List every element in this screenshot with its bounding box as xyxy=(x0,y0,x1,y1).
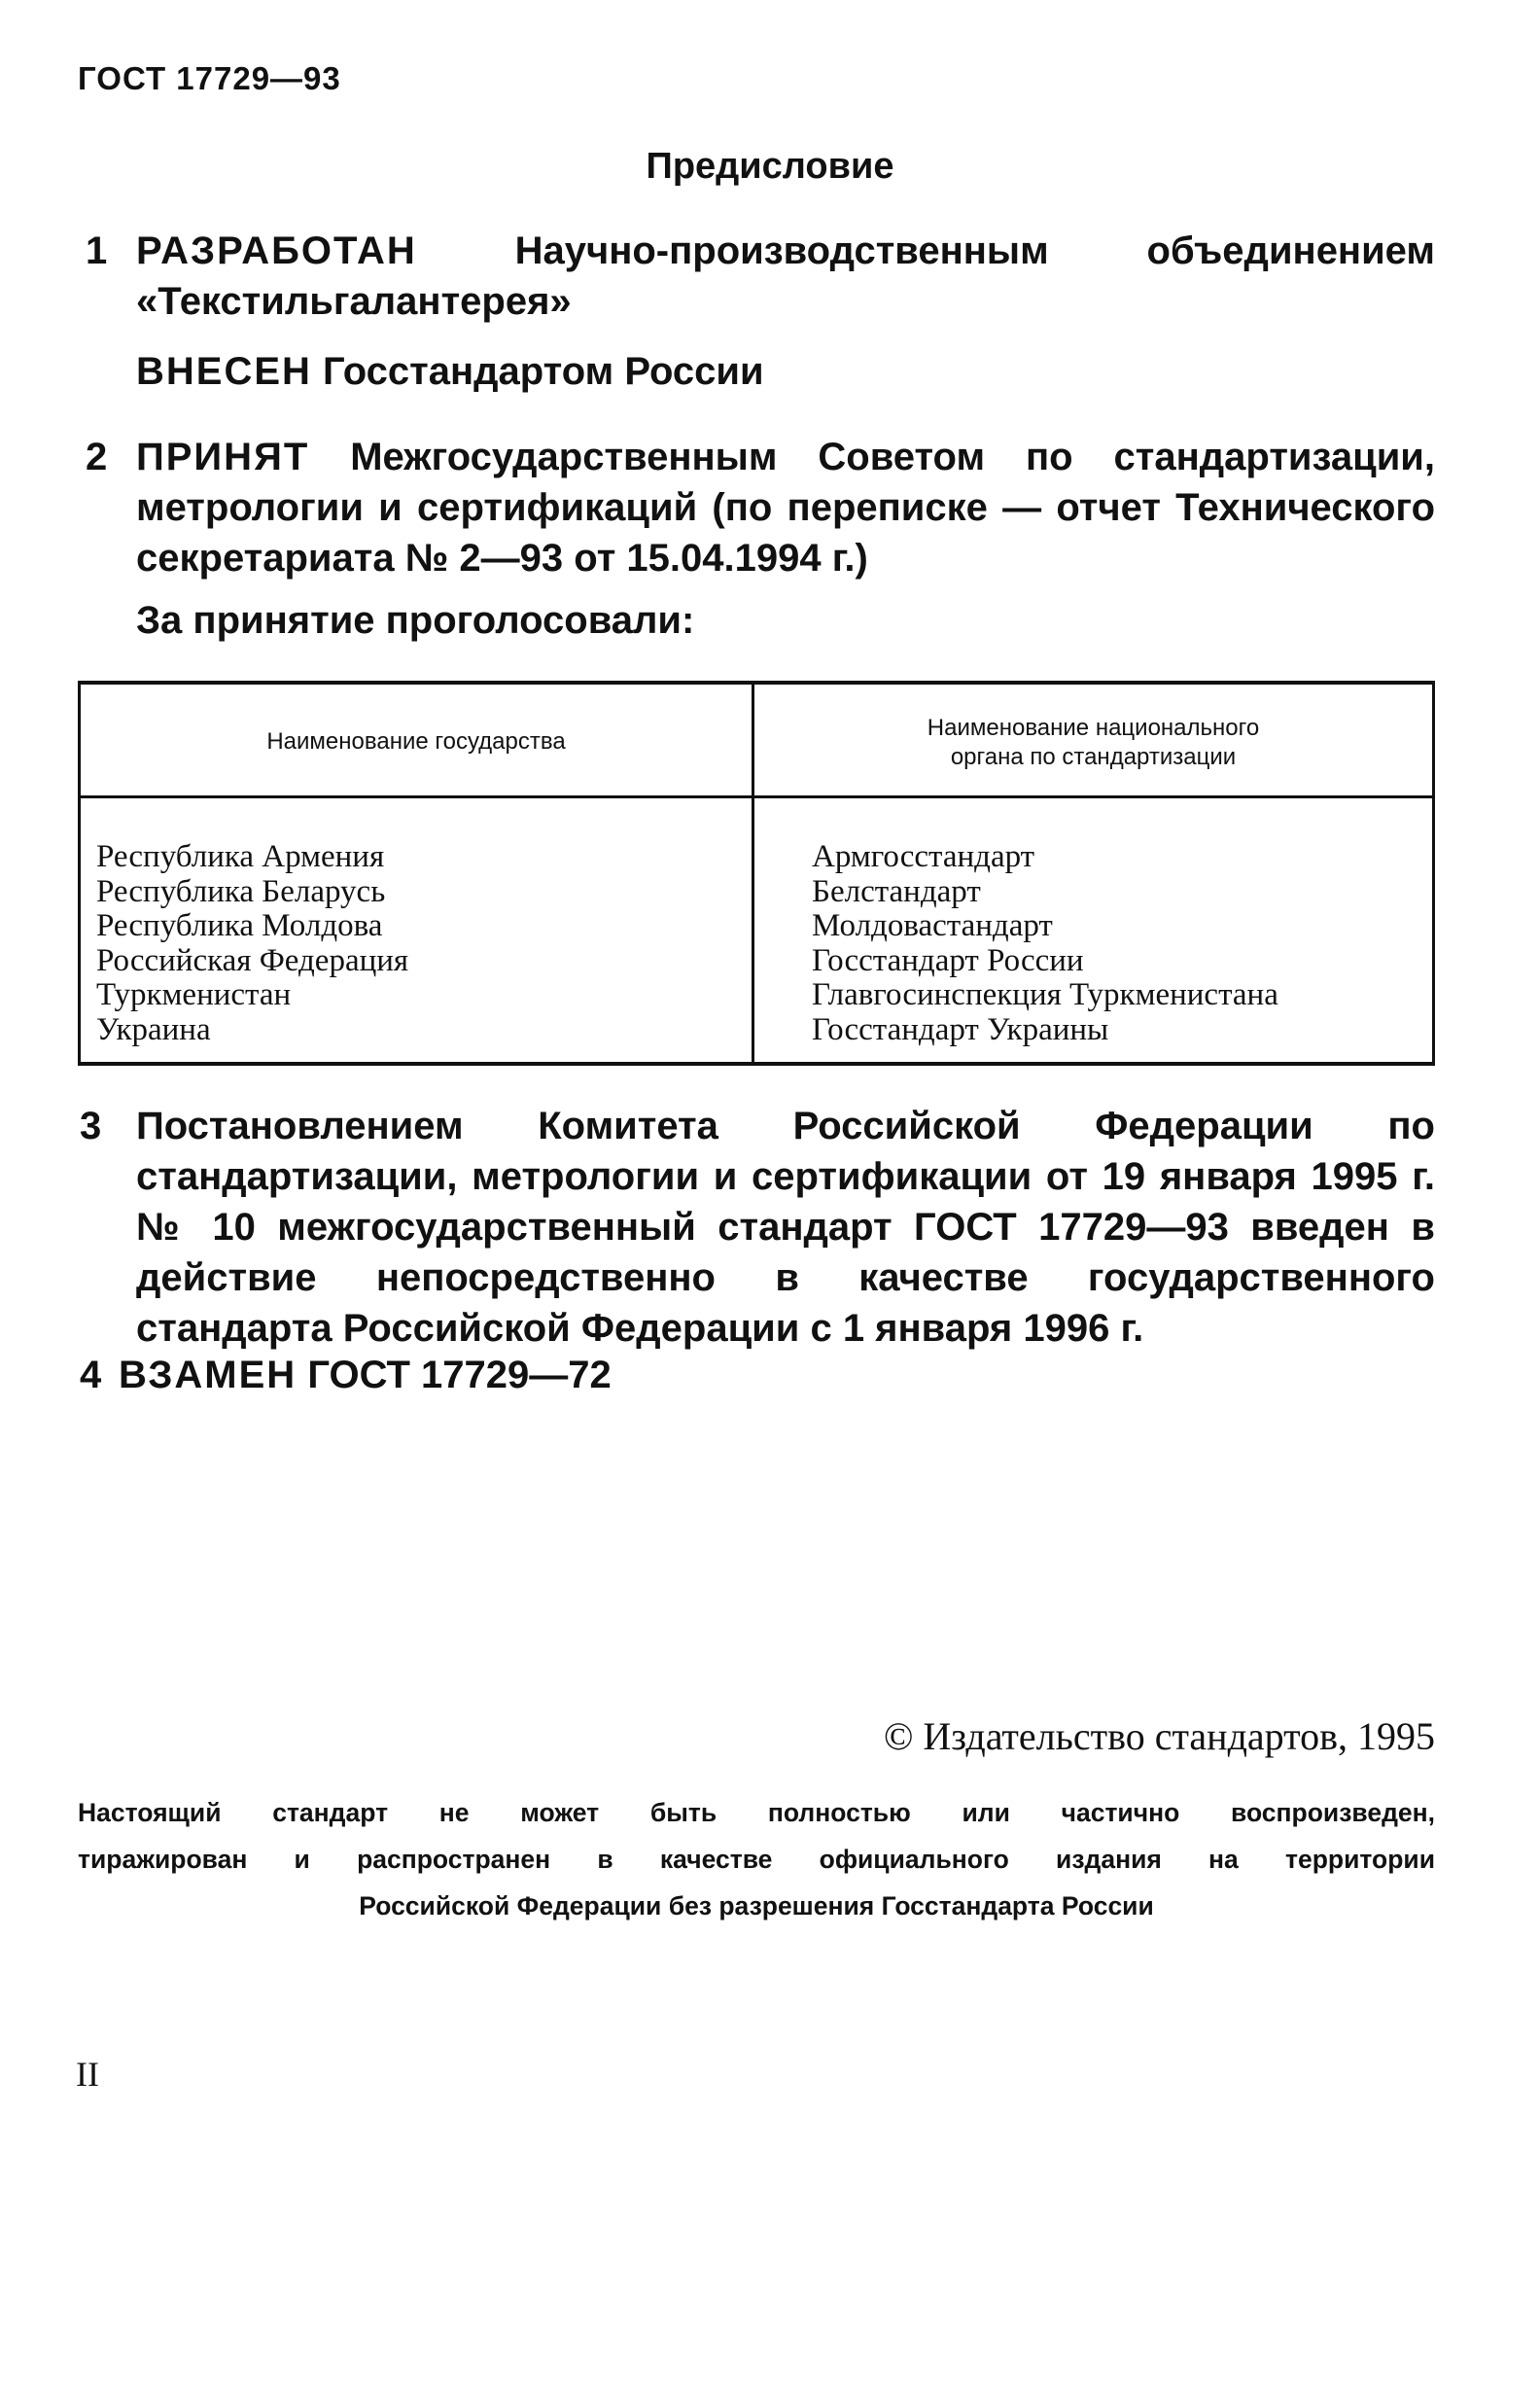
item-4-number: 4 xyxy=(80,1354,102,1396)
item-2-text: Межгосударственным Советом по стандартизации, метрологии и сертификаций (по переписке — отчет Технического секретариата № 2—93 от 15.04.1994 г.) xyxy=(136,436,1435,580)
item-1-submitted xyxy=(136,346,1435,397)
table-cell-state: Украина xyxy=(96,1011,211,1047)
body-list xyxy=(812,840,1278,1047)
page-number: II xyxy=(76,2055,99,2094)
table-cell-body: Госстандарт Украины xyxy=(812,1011,1109,1047)
table-cell-body: Армгосстандарт xyxy=(812,839,1035,874)
foreword-title: Предисловие xyxy=(646,146,894,187)
table-cell-state: Республика Армения xyxy=(96,839,385,874)
table-cell-body: Госстандарт России xyxy=(812,942,1084,978)
item-1-submitted-text: Госстандартом России xyxy=(323,350,764,393)
table-cell-state: Туркменистан xyxy=(96,977,292,1012)
item-3-number: 3 xyxy=(80,1105,102,1147)
voted-label: За принятие проголосовали: xyxy=(136,599,695,642)
item-4-lead: ВЗАМЕН xyxy=(119,1354,298,1396)
item-4-text: ГОСТ 17729—72 xyxy=(307,1354,612,1396)
item-1-developed xyxy=(136,226,1435,327)
item-1-number: 1 xyxy=(86,229,108,272)
table-cell-state: Республика Молдова xyxy=(96,908,383,943)
table-cell-state: Республика Беларусь xyxy=(96,873,386,909)
item-2-lead: ПРИНЯТ xyxy=(136,436,310,478)
table-cell-body: Главгосинспекция Туркменистана xyxy=(812,977,1278,1012)
item-2-number: 2 xyxy=(86,436,108,478)
column-header-state: Наименование государства xyxy=(266,728,566,755)
notice-line: Настоящий стандарт не может быть полностью или частично воспроизведен, xyxy=(78,1798,1435,1827)
column-header-body: Наименование национального органа по стандартизации xyxy=(927,715,1260,770)
reproduction-notice xyxy=(78,1789,1435,1929)
item-1-submitted-lead: ВНЕСЕН xyxy=(136,350,312,393)
item-1-lead: РАЗРАБОТАН xyxy=(136,229,417,272)
item-4-replaces xyxy=(119,1350,1285,1400)
table-cell-body: Белстандарт xyxy=(812,873,981,909)
notice-line: тиражирован и распространен в качестве официального издания на территории xyxy=(78,1845,1435,1874)
table-cell-body: Молдовастандарт xyxy=(812,908,1053,943)
state-list xyxy=(96,840,408,1047)
item-1-text: Научно-производственным объединением «Текстильгалантерея» xyxy=(136,229,1435,323)
copyright: © Издательство стандартов, 1995 xyxy=(883,1714,1435,1758)
voting-table xyxy=(78,681,1435,1066)
header-divider xyxy=(81,795,1432,798)
table-cell-state: Российская Федерация xyxy=(96,942,409,978)
document-code: ГОСТ 17729—93 xyxy=(78,60,341,96)
item-3-text: Постановлением Комитета Российской Федерации по стандартизации, метрологии и сертификации от 19 января 1995 г. № 10 межгосударственный стандарт ГОСТ 17729—93 введен в действие непосредственно в качестве государственного стандарта Российской Федерации с 1 января 1996 г. xyxy=(136,1105,1435,1350)
notice-line: Российской Федерации без разрешения Госстандарта России xyxy=(359,1891,1154,1920)
item-2-adopted xyxy=(136,432,1435,583)
